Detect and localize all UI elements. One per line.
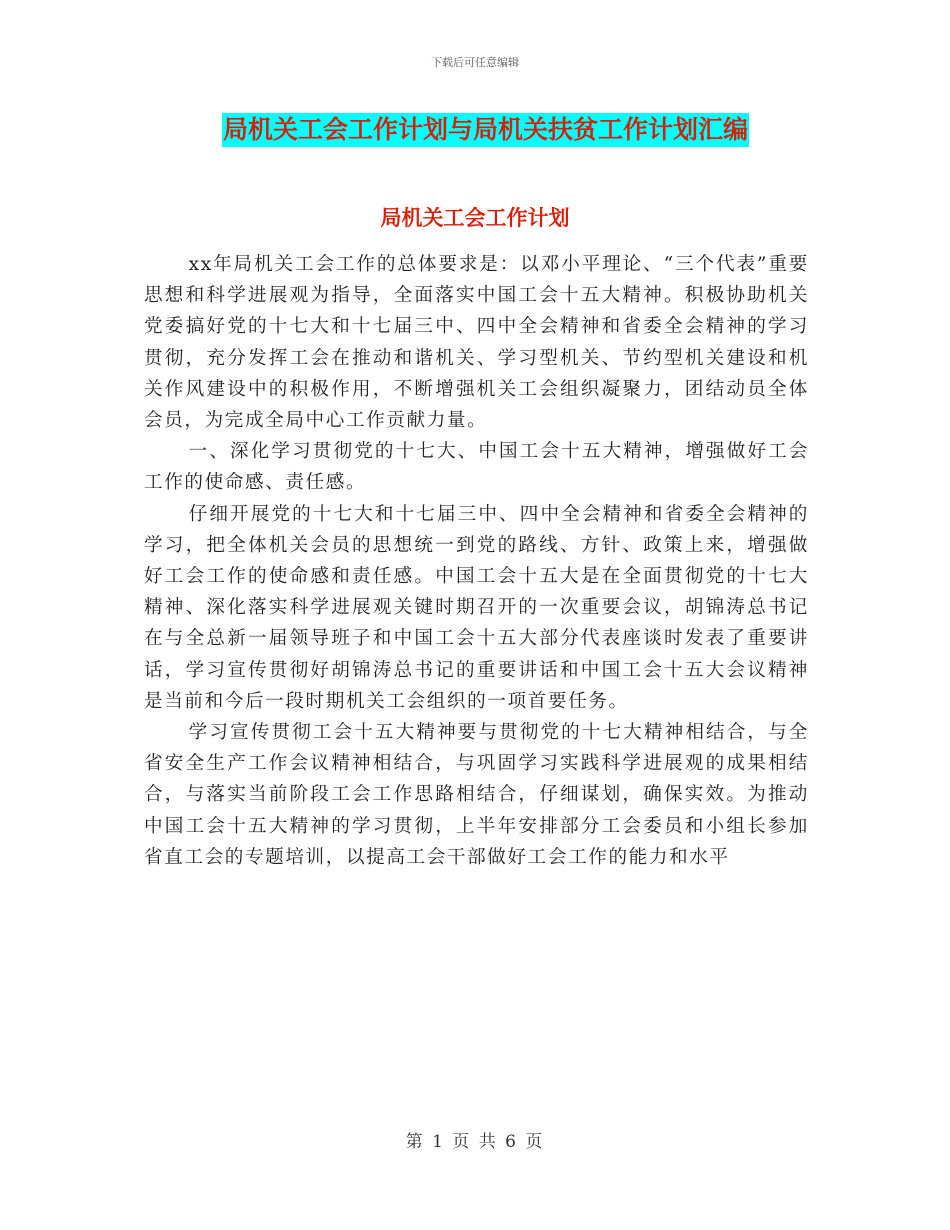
document-title: 局机关工会工作计划与局机关扶贫工作计划汇编 (222, 113, 749, 147)
document-body (144, 249, 809, 873)
page-number-footer: 第 1 页 共 6 页 (405, 1132, 545, 1152)
paragraph-heading-one: 一、深化学习贯彻党的十七大、中国工会十五大精神，增强做好工会工作的使命感、责任感。 (144, 441, 809, 494)
paragraph-combine: 学习宣传贯彻工会十五大精神要与贯彻党的十七大精神相结合，与全省安全生产工作会议精神相结合，与巩固学习实践科学进展观的成果相结合，与落实当前阶段工会工作思路相结合，仔细谋划，确保实效。为推动中国工会十五大精神的学习贯彻，上半年安排部分工会委员和小组长参加省直工会的专题培训，以提高工会干部做好工会工作的能力和水平 (144, 722, 809, 868)
page-header-note: 下载后可任意编辑 (431, 56, 519, 69)
paragraph-study: 仔细开展党的十七大和十七届三中、四中全会精神和省委全会精神的学习，把全体机关会员的思想统一到党的路线、方针、政策上来，增强做好工会工作的使命感和责任感。中国工会十五大是在全面贯彻党的十七大精神、深化落实科学进展观关键时期召开的一次重要会议，胡锦涛总书记在与全总新一届领导班子和中国工会十五大部分代表座谈时发表了重要讲话，学习宣传贯彻好胡锦涛总书记的重要讲话和中国工会十五大会议精神是当前和今后一段时期机关工会组织的一项首要任务。 (144, 503, 809, 712)
paragraph-intro: xx年局机关工会工作的总体要求是：以邓小平理论、“三个代表”重要思想和科学进展观为指导，全面落实中国工会十五大精神。积极协助机关党委搞好党的十七大和十七届三中、四中全会精神和省委全会精神的学习贯彻，充分发挥工会在推动和谐机关、学习型机关、节约型机关建设和机关作风建设中的积极作用，不断增强机关工会组织凝聚力，团结动员全体会员，为完成全局中心工作贡献力量。 (144, 254, 809, 432)
section-title: 局机关工会工作计划 (380, 206, 570, 230)
